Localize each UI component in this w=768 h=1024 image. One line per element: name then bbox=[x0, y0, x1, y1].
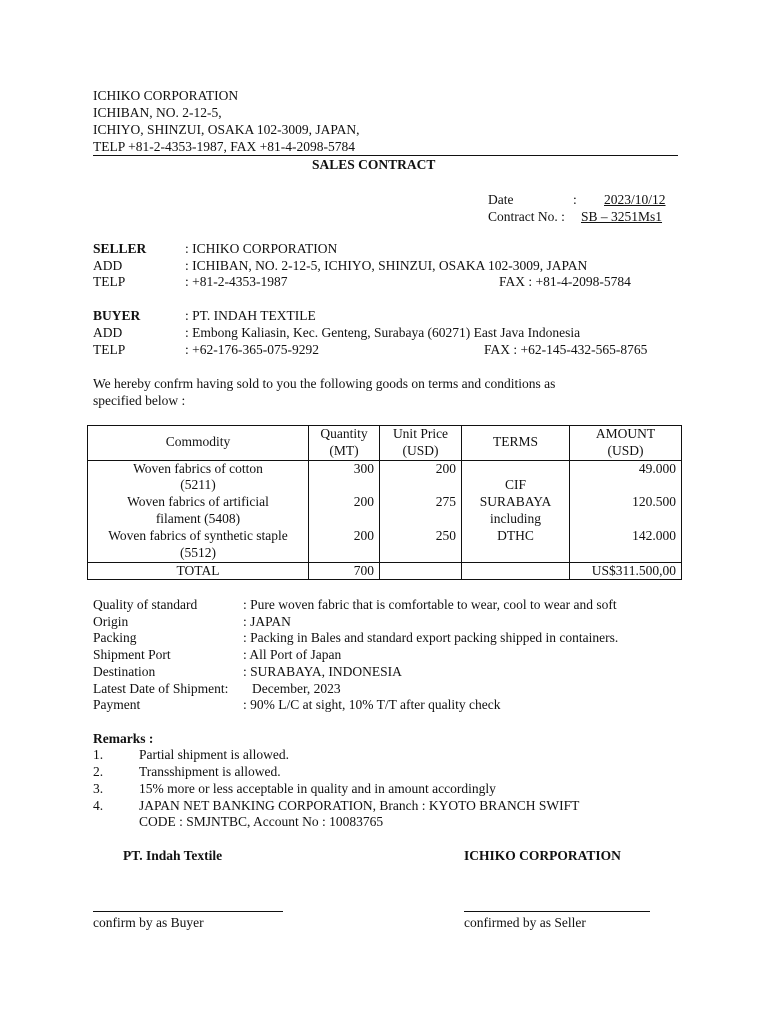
total-quantity: 700 bbox=[309, 562, 380, 580]
amount-item-2: 120.500 bbox=[632, 494, 676, 510]
header-price-line2: (USD) bbox=[402, 442, 439, 458]
buyer-signature-line bbox=[93, 911, 283, 912]
term-value-payment: : 90% L/C at sight, 10% T/T after quality check bbox=[243, 697, 501, 712]
header-quantity-line1: Quantity bbox=[320, 426, 368, 441]
term-value-shipment-port: : All Port of Japan bbox=[243, 647, 342, 662]
remark-number-4: 4. bbox=[93, 798, 104, 813]
commodity-item-2-line1: Woven fabrics of artificial bbox=[127, 494, 269, 510]
term-label-origin: Origin bbox=[93, 614, 129, 629]
buyer-telp: : +62-176-365-075-9292 bbox=[185, 342, 319, 357]
header-terms: TERMS bbox=[462, 426, 570, 461]
seller-telp-label: TELP bbox=[93, 274, 126, 289]
goods-body-row bbox=[88, 460, 682, 562]
terms-line-3: including bbox=[490, 510, 541, 526]
amount-item-1: 49.000 bbox=[638, 460, 676, 476]
contract-label: Contract No. : bbox=[488, 209, 565, 224]
seller-name: : ICHIKO CORPORATION bbox=[185, 241, 338, 256]
remark-text-2: Transshipment is allowed. bbox=[139, 764, 281, 779]
remark-number-1: 1. bbox=[93, 747, 104, 762]
buyer-fax: FAX : +62-145-432-565-8765 bbox=[484, 342, 648, 357]
price-item-3: 250 bbox=[435, 527, 456, 543]
header-quantity-line2: (MT) bbox=[329, 442, 359, 458]
quantity-item-2: 200 bbox=[353, 494, 374, 510]
letterhead-company: ICHIKO CORPORATION bbox=[93, 88, 239, 103]
goods-total-row bbox=[88, 562, 682, 580]
remark-number-2: 2. bbox=[93, 764, 104, 779]
seller-heading: SELLER bbox=[93, 241, 147, 256]
buyer-address: : Embong Kaliasin, Kec. Genteng, Surabaya (60271) East Java Indonesia bbox=[185, 325, 581, 340]
remark-text-4-continued: CODE : SMJNTBC, Account No : 10083765 bbox=[139, 814, 384, 829]
term-label-shipment-port: Shipment Port bbox=[93, 647, 171, 662]
buyer-signatory-name: PT. Indah Textile bbox=[123, 848, 223, 863]
seller-address: : ICHIBAN, NO. 2-12-5, ICHIYO, SHINZUI, OSAKA 102-3009, JAPAN bbox=[185, 258, 588, 273]
header-unit-price bbox=[380, 426, 462, 461]
buyer-add-label: ADD bbox=[93, 325, 123, 340]
term-label-payment: Payment bbox=[93, 697, 141, 712]
amount-item-3: 142.000 bbox=[632, 527, 676, 543]
total-price-empty bbox=[380, 562, 462, 580]
commodity-cell bbox=[88, 460, 309, 562]
commodity-item-3-line2: (5512) bbox=[180, 544, 216, 560]
date-label: Date bbox=[488, 192, 514, 207]
letterhead-address-1: ICHIBAN, NO. 2-12-5, bbox=[93, 105, 222, 120]
total-label: TOTAL bbox=[88, 562, 309, 580]
unit-price-cell bbox=[380, 460, 462, 562]
price-item-2: 275 bbox=[435, 494, 456, 510]
date-colon: : bbox=[573, 192, 577, 207]
term-label-packing: Packing bbox=[93, 630, 137, 645]
date-value: 2023/10/12 bbox=[604, 192, 666, 207]
terms-line-2: SURABAYA bbox=[479, 494, 552, 510]
document-title: SALES CONTRACT bbox=[312, 157, 436, 172]
header-price-line1: Unit Price bbox=[392, 426, 449, 441]
quantity-item-3: 200 bbox=[353, 527, 374, 543]
total-terms-empty bbox=[462, 562, 570, 580]
goods-table-header bbox=[88, 426, 682, 461]
intro-text-line-2: specified below : bbox=[93, 393, 186, 408]
header-amount-line1: AMOUNT bbox=[595, 426, 656, 441]
buyer-heading: BUYER bbox=[93, 308, 141, 323]
term-value-packing: : Packing in Bales and standard export packing shipped in containers. bbox=[243, 630, 619, 645]
term-label-latest-shipment: Latest Date of Shipment: bbox=[93, 681, 229, 696]
commodity-item-2-line2: filament (5408) bbox=[155, 510, 241, 526]
buyer-signature-caption: confirm by as Buyer bbox=[93, 915, 204, 930]
price-item-1: 200 bbox=[435, 460, 456, 476]
header-amount-line2: (USD) bbox=[607, 442, 644, 458]
term-value-origin: : JAPAN bbox=[243, 614, 291, 629]
total-amount: US$311.500,00 bbox=[570, 562, 682, 580]
header-commodity: Commodity bbox=[88, 426, 309, 461]
contract-number: SB – 3251Ms1 bbox=[581, 209, 663, 224]
terms-line-1: CIF bbox=[504, 477, 526, 493]
term-value-quality: : Pure woven fabric that is comfortable to wear, cool to wear and soft bbox=[243, 597, 617, 612]
commodity-item-1-line1: Woven fabrics of cotton bbox=[133, 460, 263, 476]
quantity-item-1: 300 bbox=[353, 460, 374, 476]
goods-table bbox=[87, 425, 682, 580]
commodity-item-1-line2: (5211) bbox=[180, 477, 216, 493]
buyer-name: : PT. INDAH TEXTILE bbox=[185, 308, 316, 323]
remark-text-3: 15% more or less acceptable in quality and in amount accordingly bbox=[139, 781, 496, 796]
header-quantity bbox=[309, 426, 380, 461]
seller-signature-caption: confirmed by as Seller bbox=[464, 915, 586, 930]
header-amount bbox=[570, 426, 682, 461]
buyer-telp-label: TELP bbox=[93, 342, 126, 357]
seller-signature-line bbox=[464, 911, 650, 912]
remark-number-3: 3. bbox=[93, 781, 104, 796]
term-value-latest-shipment: December, 2023 bbox=[252, 681, 341, 696]
seller-telp: : +81-2-4353-1987 bbox=[185, 274, 288, 289]
letterhead-contact: TELP +81-2-4353-1987, FAX +81-4-2098-5784 bbox=[93, 139, 355, 154]
seller-add-label: ADD bbox=[93, 258, 123, 273]
remark-text-4: JAPAN NET BANKING CORPORATION, Branch : KYOTO BRANCH SWIFT bbox=[139, 798, 580, 813]
term-label-quality: Quality of standard bbox=[93, 597, 198, 612]
seller-fax: FAX : +81-4-2098-5784 bbox=[499, 274, 631, 289]
letterhead-address-2: ICHIYO, SHINZUI, OSAKA 102-3009, JAPAN, bbox=[93, 122, 360, 137]
commodity-item-3-line1: Woven fabrics of synthetic staple bbox=[108, 527, 288, 543]
remark-text-1: Partial shipment is allowed. bbox=[139, 747, 289, 762]
quantity-cell bbox=[309, 460, 380, 562]
intro-text-line-1: We hereby confrm having sold to you the following goods on terms and conditions as bbox=[93, 376, 556, 391]
term-label-destination: Destination bbox=[93, 664, 156, 679]
term-value-destination: : SURABAYA, INDONESIA bbox=[243, 664, 402, 679]
remarks-heading: Remarks : bbox=[93, 731, 154, 746]
amount-cell bbox=[570, 460, 682, 562]
seller-signatory-name: ICHIKO CORPORATION bbox=[464, 848, 621, 863]
terms-line-4: DTHC bbox=[497, 527, 534, 543]
terms-cell bbox=[462, 460, 570, 562]
